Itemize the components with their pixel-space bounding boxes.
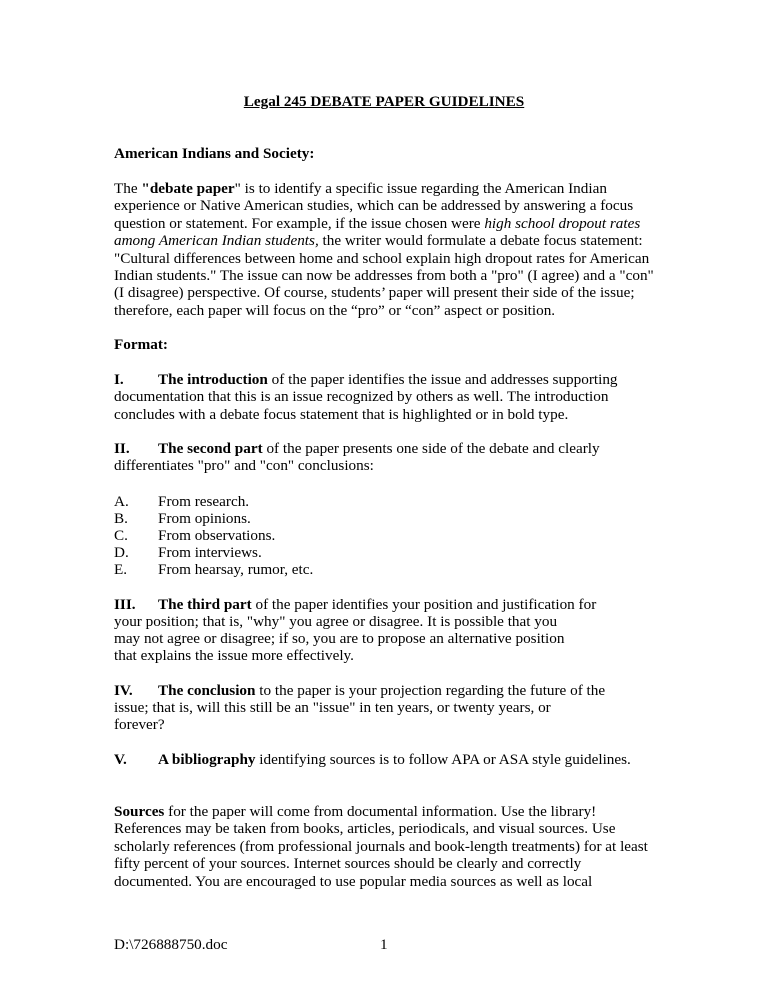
section-introduction: I. The introduction of the paper identifies the issue and addresses supporting documentation that this is an issue recognized by others as well. The introduction concludes with a debate focus statement that is highlighted or in bold type. (114, 371, 618, 423)
footer-page-number: 1 (380, 936, 388, 953)
list-item: A. From research. (114, 493, 250, 510)
footer-filename: D:\726888750.doc (114, 936, 228, 953)
section-second-part: II. The second part of the paper presents one side of the debate and clearly differentiates "pro" and "con" conclusions: (114, 440, 600, 475)
sources-paragraph: Sources for the paper will come from documental information. Use the library! References may be taken from books, articles, periodicals, and visual sources. Use scholarly references (from professional journals and book-length treatments) for at least fifty percent of your sources. Internet sources should be clearly and correctly documented. You are encouraged to use popular media sources as well as local (114, 803, 648, 890)
list-item: D. From interviews. (114, 544, 262, 561)
document-page: Legal 245 DEBATE PAPER GUIDELINES American Indians and Society: The "debate paper" is to identify a specific issue regarding the American Indian experience or Native American studies, which can be addressed by answering a focus question or statement. For example, if the issue chosen were high school dropout rates among American Indian students, the writer would formulate a debate focus statement: "Cultural differences between home and school explain high dropout rates for American Indian students." The issue can now be addresses from both a "pro" (I agree) and a "con" (I disagree) perspective. Of course, students’ paper will present their side of the issue; therefore, each paper will focus on the “pro” or “con” aspect or position. Format: I. The introduction of the paper identifies the issue and addresses supporting documentation that this is an issue recognized by others as well. The introduction concludes with a debate focus statement that is highlighted or in bold type. II. The second part of the paper presents one side of the debate and clearly differentiates "pro" and "con" conclusions: A. From research. B. From opinions. C. From observations. D. From interviews. E. From hearsay, rumor, etc. III. The third part of the paper identifies your position and justification for your position; that is, "why" you agree or disagree. It is possible that you may not agree or disagree; if so, you are to propose an alternative position that explains the issue more effectively. IV. The conclusion to the paper is your projection regarding the future of the issue; that is, will this still be an "issue" in ten years, or twenty years, or forever? V. A bibliography identifying sources is to follow APA or ASA style guidelines. Sources for the paper will come from documental information. Use the library! References may be taken from books, articles, periodicals, and visual sources. Use scholarly references (from professional journals and book-length treatments) for at least fifty percent of your sources. Internet sources should be clearly and correctly documented. You are encouraged to use popular media sources as well as local D:\726888750.doc 1 (0, 0, 768, 994)
list-item: C. From observations. (114, 527, 276, 544)
document-title: Legal 245 DEBATE PAPER GUIDELINES (243, 93, 525, 110)
intro-paragraph: The "debate paper" is to identify a specific issue regarding the American Indian experience or Native American studies, which can be addressed by answering a focus question or statement. For example, if the issue chosen were high school dropout rates among American Indian students, the writer would formulate a debate focus statement: "Cultural differences between home and school explain high dropout rates for American Indian students." The issue can now be addresses from both a "pro" (I agree) and a "con" (I disagree) perspective. Of course, students’ paper will present their side of the issue; therefore, each paper will focus on the “pro” or “con” aspect or position. (114, 180, 654, 319)
list-item: E. From hearsay, rumor, etc. (114, 561, 314, 578)
list-item: B. From opinions. (114, 510, 251, 527)
section-heading: American Indians and Society: (114, 145, 315, 162)
format-heading: Format: (114, 336, 168, 353)
section-bibliography: V. A bibliography identifying sources is to follow APA or ASA style guidelines. (114, 751, 631, 768)
